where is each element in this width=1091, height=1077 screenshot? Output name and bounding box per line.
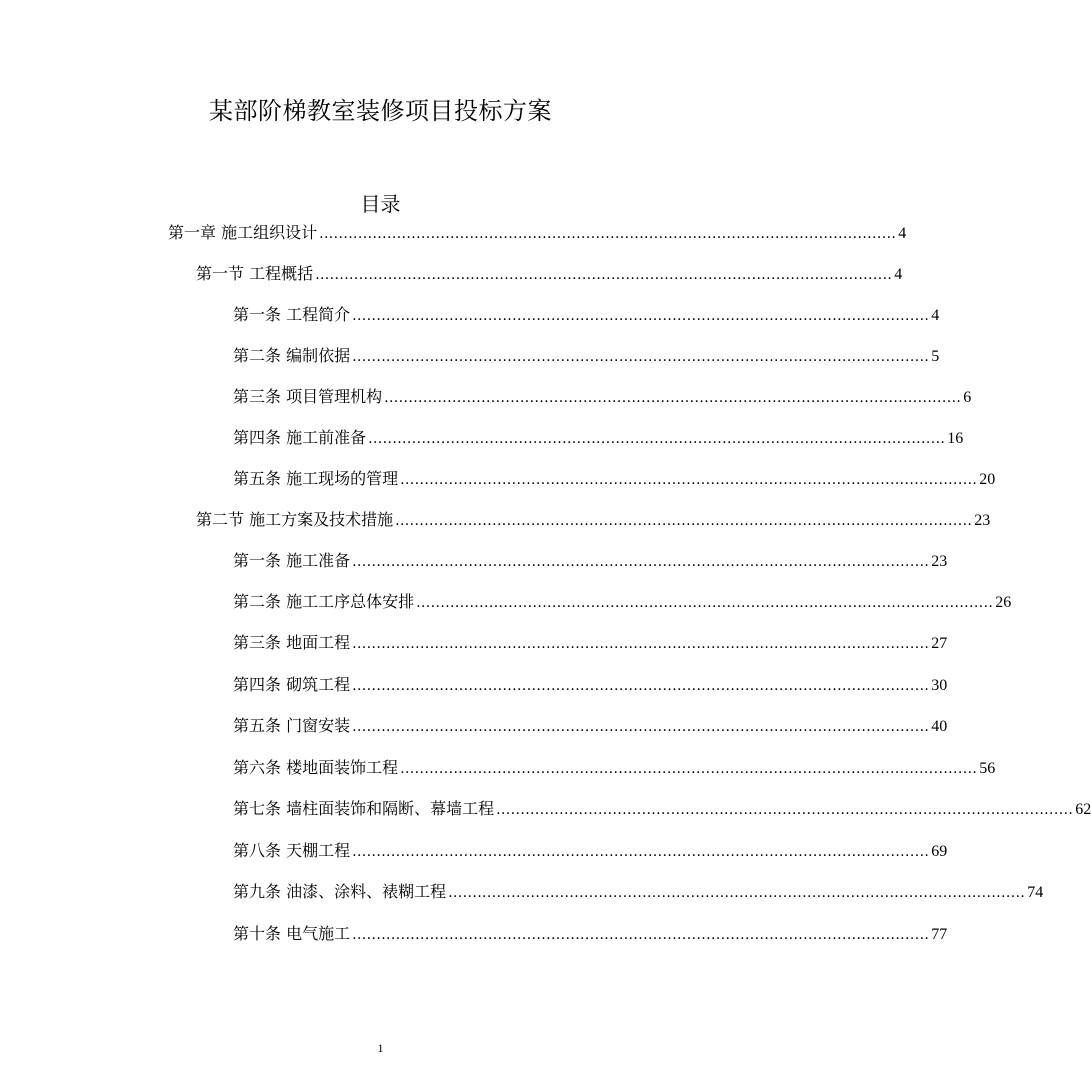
toc-entry-page: 4 [931, 307, 940, 324]
toc-entry-page: 6 [963, 389, 972, 406]
toc-entry-page: 26 [995, 594, 1012, 611]
toc-entry-article[interactable] [233, 673, 948, 697]
toc-entry-article[interactable] [233, 549, 948, 573]
toc-entry-page: 23 [974, 512, 991, 529]
dot-leader: ....................................................................................................................... [448, 885, 1026, 901]
page-number: 1 [377, 1041, 384, 1055]
toc-entry-label: 第一节 工程概括 [196, 264, 314, 283]
toc-entry-page: 74 [1027, 884, 1044, 901]
toc-entry-article[interactable] [233, 426, 964, 450]
toc-entry-chapter-1[interactable] [168, 221, 907, 245]
toc-entry-label: 第一条 施工准备 [233, 551, 351, 570]
toc-entry-article[interactable] [233, 467, 996, 491]
dot-leader: ....................................................................................................................... [352, 678, 930, 694]
toc-entry-label: 第七条 墙柱面装饰和隔断、幕墙工程 [233, 799, 495, 818]
toc-entry-article[interactable] [233, 344, 940, 368]
toc-entry-label: 第一条 工程简介 [233, 305, 351, 324]
toc-entry-page: 4 [898, 225, 907, 242]
toc-entry-article[interactable] [233, 922, 948, 946]
toc-heading: 目录 [360, 192, 401, 216]
toc-entry-page: 77 [931, 926, 948, 943]
dot-leader: ....................................................................................................................... [352, 308, 930, 324]
toc-entry-label: 第三条 地面工程 [233, 633, 351, 652]
toc-entry-label: 第五条 门窗安装 [233, 716, 351, 735]
toc-entry-label: 第六条 楼地面装饰工程 [233, 758, 399, 777]
toc-entry-label: 第五条 施工现场的管理 [233, 469, 399, 488]
toc-entry-page: 62 [1075, 801, 1091, 818]
toc-entry-page: 23 [931, 553, 948, 570]
dot-leader: ....................................................................................................................... [496, 802, 1074, 818]
dot-leader: ....................................................................................................................... [315, 267, 893, 283]
toc-entry-page: 5 [931, 348, 940, 365]
toc-entry-article[interactable] [233, 590, 1012, 614]
toc-entry-label: 第八条 天棚工程 [233, 841, 351, 860]
dot-leader: ....................................................................................................................... [416, 595, 994, 611]
dot-leader: ....................................................................................................................... [352, 554, 930, 570]
dot-leader: ....................................................................................................................... [352, 844, 930, 860]
toc-entry-article[interactable] [233, 303, 940, 327]
toc-entry-article[interactable] [233, 385, 972, 409]
toc-entry-article[interactable] [233, 714, 948, 738]
toc-entry-label: 第十条 电气施工 [233, 924, 351, 943]
toc-entry-label: 第九条 油漆、涂料、裱糊工程 [233, 882, 447, 901]
toc-entry-section-2[interactable] [196, 508, 991, 532]
document-title: 某部阶梯教室装修项目投标方案 [209, 97, 552, 125]
toc-entry-article[interactable] [233, 797, 1091, 821]
toc-entry-section-1[interactable] [196, 262, 903, 286]
dot-leader: ....................................................................................................................... [352, 636, 930, 652]
dot-leader: ....................................................................................................................... [395, 513, 973, 529]
toc-entry-label: 第二条 施工工序总体安排 [233, 592, 415, 611]
dot-leader: ....................................................................................................................... [352, 927, 930, 943]
dot-leader: ....................................................................................................................... [400, 472, 978, 488]
toc-entry-label: 第二条 编制依据 [233, 346, 351, 365]
toc-entry-page: 30 [931, 677, 948, 694]
toc-entry-label: 第四条 砌筑工程 [233, 675, 351, 694]
toc-entry-label: 第一章 施工组织设计 [168, 223, 318, 242]
toc-entry-page: 16 [947, 430, 964, 447]
dot-leader: ....................................................................................................................... [352, 349, 930, 365]
dot-leader: ....................................................................................................................... [400, 761, 978, 777]
toc-entry-page: 4 [894, 266, 903, 283]
toc-entry-page: 20 [979, 471, 996, 488]
toc-entry-article[interactable] [233, 839, 948, 863]
toc-entry-article[interactable] [233, 631, 948, 655]
toc-entry-label: 第四条 施工前准备 [233, 428, 367, 447]
dot-leader: ....................................................................................................................... [352, 719, 930, 735]
toc-entry-page: 40 [931, 718, 948, 735]
toc-entry-label: 第三条 项目管理机构 [233, 387, 383, 406]
toc-entry-page: 27 [931, 635, 948, 652]
toc-entry-page: 69 [931, 843, 948, 860]
dot-leader: ....................................................................................................................... [384, 390, 962, 406]
dot-leader: ....................................................................................................................... [368, 431, 946, 447]
toc-entry-page: 56 [979, 760, 996, 777]
dot-leader: ....................................................................................................................... [319, 226, 897, 242]
toc-entry-article[interactable] [233, 880, 1044, 904]
toc-entry-label: 第二节 施工方案及技术措施 [196, 510, 394, 529]
toc-entry-article[interactable] [233, 756, 996, 780]
